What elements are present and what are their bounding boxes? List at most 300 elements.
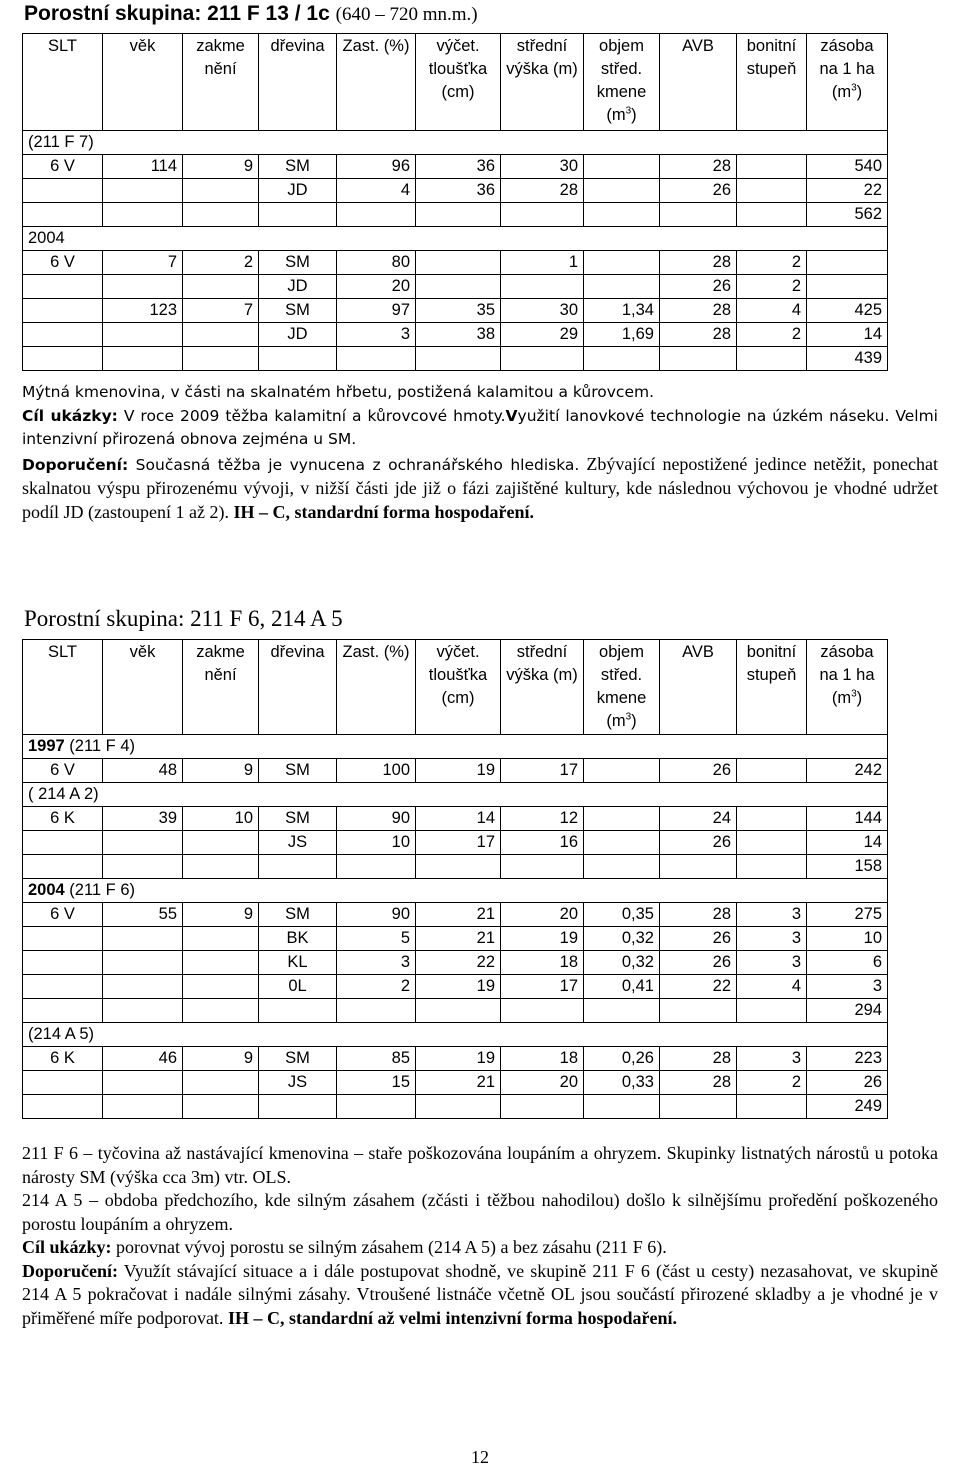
table-cell: SM — [259, 1047, 337, 1071]
section-label: 1997 (211 F 4) — [23, 735, 888, 759]
column-header: střední výška (m) — [501, 640, 584, 735]
table-cell: 9 — [183, 155, 259, 179]
table-cell: 223 — [807, 1047, 888, 1071]
table-cell — [103, 347, 183, 371]
section-label: (214 A 5) — [23, 1023, 888, 1047]
column-header: objem střed. kmene $(m^3)$ — [584, 34, 660, 131]
section-row — [23, 879, 888, 903]
table-cell: 4 — [337, 179, 416, 203]
table-cell: 17 — [501, 975, 584, 999]
table-cell — [501, 275, 584, 299]
table-cell: 35 — [416, 299, 501, 323]
table-cell — [416, 1095, 501, 1119]
stand-table-2 — [22, 639, 888, 1119]
table-cell — [584, 999, 660, 1023]
section2-goal — [22, 1236, 938, 1260]
table-cell: 22 — [416, 951, 501, 975]
table-row — [23, 347, 888, 371]
table-cell: 90 — [337, 903, 416, 927]
column-header: střední výška (m) — [501, 34, 584, 131]
section-row — [23, 783, 888, 807]
table-cell: 6 V — [23, 155, 103, 179]
table-cell: 1 — [501, 251, 584, 275]
section2-paragraph-1: 211 F 6 – tyčovina až nastávající kmenovina – staře poškozována loupáním a ohryzem. Skupinky listnatých nárostů u potoka nárosty SM (výška cca 3m) vtr. OLS. — [22, 1143, 938, 1187]
table-cell — [660, 999, 737, 1023]
table-cell: 0,32 — [584, 951, 660, 975]
table-cell: 26 — [660, 831, 737, 855]
table-cell: 19 — [416, 975, 501, 999]
section2-recommendation — [22, 1260, 938, 1331]
table-cell: 17 — [501, 759, 584, 783]
table-cell: SM — [259, 299, 337, 323]
table-cell — [23, 975, 103, 999]
table-cell: 14 — [807, 831, 888, 855]
table-cell — [501, 855, 584, 879]
table-cell — [337, 855, 416, 879]
table-row — [23, 951, 888, 975]
column-header: AVB — [660, 640, 737, 735]
table-cell — [737, 1095, 807, 1119]
table-cell — [23, 951, 103, 975]
column-header: výčet. tloušťka (cm) — [416, 34, 501, 131]
table-cell: 123 — [103, 299, 183, 323]
table-cell: 249 — [807, 1095, 888, 1119]
table-cell: 36 — [416, 155, 501, 179]
table-cell: 0,33 — [584, 1071, 660, 1095]
table-cell — [660, 1095, 737, 1119]
header-row — [23, 640, 888, 735]
table-cell — [103, 951, 183, 975]
table-cell: 242 — [807, 759, 888, 783]
table-cell — [501, 999, 584, 1023]
table-cell: 2 — [737, 323, 807, 347]
table-cell: 10 — [183, 807, 259, 831]
table-cell: 1,34 — [584, 299, 660, 323]
table-cell: 3 — [737, 1047, 807, 1071]
table-cell — [584, 347, 660, 371]
table-cell: 294 — [807, 999, 888, 1023]
section1-desc-text: Mýtná kmenovina, v části na skalnatém hřbetu, postižená kalamitou a kůrovcem. — [22, 383, 655, 401]
section2-goal-text: porovnat vývoj porostu se silným zásahem (214 A 5) a bez zásahu (211 F 6). — [111, 1237, 667, 1257]
page-number: 12 — [471, 1447, 489, 1467]
table-cell — [23, 179, 103, 203]
table-cell: 4 — [737, 975, 807, 999]
table-cell: 85 — [337, 1047, 416, 1071]
table-cell — [337, 203, 416, 227]
table-cell — [416, 203, 501, 227]
table-cell: 100 — [337, 759, 416, 783]
table-cell: 9 — [183, 759, 259, 783]
column-header: věk — [103, 640, 183, 735]
table-row — [23, 975, 888, 999]
column-header: zakme nění — [183, 640, 259, 735]
table-cell: 6 V — [23, 759, 103, 783]
table-cell: 14 — [807, 323, 888, 347]
table-cell: 158 — [807, 855, 888, 879]
table-cell: 28 — [660, 903, 737, 927]
table-cell: 28 — [501, 179, 584, 203]
section2-rec-label: Doporučení: — [22, 1260, 118, 1281]
table-cell — [103, 275, 183, 299]
table-cell — [103, 831, 183, 855]
table-cell: 5 — [337, 927, 416, 951]
section2-title: Porostní skupina: 211 F 6, 214 A 5 — [24, 606, 343, 631]
table-cell: 3 — [737, 927, 807, 951]
table-cell: 2 — [337, 975, 416, 999]
section2-text — [22, 1142, 938, 1330]
section1-title — [24, 2, 478, 26]
table-cell: 15 — [337, 1071, 416, 1095]
table-cell: 28 — [660, 299, 737, 323]
table-cell: 3 — [737, 903, 807, 927]
header-row — [23, 34, 888, 131]
table-cell: 0,35 — [584, 903, 660, 927]
table-cell: 96 — [337, 155, 416, 179]
table-cell — [737, 807, 807, 831]
section-label: 2004 (211 F 6) — [23, 879, 888, 903]
table-cell: 0L — [259, 975, 337, 999]
table-cell — [23, 927, 103, 951]
table-row — [23, 1047, 888, 1071]
table-cell: 1,69 — [584, 323, 660, 347]
table-cell — [103, 1095, 183, 1119]
table-row — [23, 831, 888, 855]
column-header: výčet. tloušťka (cm) — [416, 640, 501, 735]
table-cell — [584, 155, 660, 179]
table-cell — [23, 999, 103, 1023]
section1-rec-bold: IH – C, standardní forma hospodaření. — [233, 501, 534, 522]
table-cell — [584, 807, 660, 831]
table-cell: 3 — [807, 975, 888, 999]
table-cell — [416, 855, 501, 879]
table-cell: JD — [259, 323, 337, 347]
table-cell: 28 — [660, 1071, 737, 1095]
section1-rec-label: Doporučení: — [22, 455, 129, 474]
table-cell — [103, 203, 183, 227]
table-cell — [103, 1071, 183, 1095]
table-cell: 6 K — [23, 1047, 103, 1071]
table-cell: 0,41 — [584, 975, 660, 999]
table-cell — [416, 275, 501, 299]
table-cell — [183, 975, 259, 999]
section1-recommendation — [22, 453, 938, 525]
table-cell: 22 — [660, 975, 737, 999]
table-cell: 14 — [416, 807, 501, 831]
table-cell: 562 — [807, 203, 888, 227]
table-row — [23, 155, 888, 179]
table-cell: 2 — [737, 251, 807, 275]
section-row — [23, 131, 888, 155]
table-row — [23, 927, 888, 951]
table-cell: 28 — [660, 155, 737, 179]
table-cell: 26 — [660, 927, 737, 951]
table-cell: 3 — [737, 951, 807, 975]
table-cell — [584, 1095, 660, 1119]
table-cell: 20 — [501, 903, 584, 927]
column-header: SLT — [23, 640, 103, 735]
table-row — [23, 1095, 888, 1119]
table-cell — [259, 347, 337, 371]
table-cell: 30 — [501, 299, 584, 323]
column-header: dřevina — [259, 34, 337, 131]
table-cell: 48 — [103, 759, 183, 783]
table-cell: 80 — [337, 251, 416, 275]
table-cell: JD — [259, 179, 337, 203]
table-cell: 0,32 — [584, 927, 660, 951]
table-row — [23, 275, 888, 299]
table-cell — [737, 203, 807, 227]
table-cell — [737, 179, 807, 203]
column-header: bonitní stupeň — [737, 640, 807, 735]
table-cell — [337, 999, 416, 1023]
table-cell — [737, 155, 807, 179]
table-cell — [23, 855, 103, 879]
table-cell — [737, 855, 807, 879]
table-cell: 2 — [183, 251, 259, 275]
table-cell — [584, 275, 660, 299]
table-cell: SM — [259, 251, 337, 275]
table-cell: 20 — [501, 1071, 584, 1095]
section1-goal-bold: V — [505, 406, 518, 425]
table-cell: 439 — [807, 347, 888, 371]
table-cell: 3 — [337, 323, 416, 347]
table-cell: 7 — [103, 251, 183, 275]
table-cell — [584, 831, 660, 855]
table-cell: 9 — [183, 903, 259, 927]
table-cell: 275 — [807, 903, 888, 927]
section-label: 2004 — [23, 227, 888, 251]
section1-title-altitude: (640 – 720 mn.m.) — [335, 4, 478, 25]
table-cell: 26 — [660, 275, 737, 299]
table-cell — [584, 251, 660, 275]
table-cell — [183, 323, 259, 347]
table-cell — [23, 203, 103, 227]
table-cell: SM — [259, 807, 337, 831]
section1-text — [22, 381, 938, 524]
table-cell — [416, 251, 501, 275]
table-cell: 144 — [807, 807, 888, 831]
table-cell: BK — [259, 927, 337, 951]
table-cell — [23, 323, 103, 347]
column-header: Zast. (%) — [337, 34, 416, 131]
section1-goal-label: Cíl ukázky: — [22, 406, 118, 425]
section-label: ( 214 A 2) — [23, 783, 888, 807]
table-cell: 19 — [416, 1047, 501, 1071]
table-cell — [660, 855, 737, 879]
table-cell: JS — [259, 1071, 337, 1095]
table-cell — [259, 203, 337, 227]
table-cell — [501, 203, 584, 227]
section1-goal-text2: yužití lanovkové technologie na úzkém náseku. Velmi intenzivní přirozená obnova zejména u SM. — [22, 406, 938, 448]
table-cell — [416, 347, 501, 371]
table-cell: SM — [259, 759, 337, 783]
table-cell — [183, 855, 259, 879]
table-cell: 21 — [416, 927, 501, 951]
table-row — [23, 203, 888, 227]
table-cell — [23, 1095, 103, 1119]
section2-goal-label: Cíl ukázky: — [22, 1237, 112, 1257]
table-row — [23, 323, 888, 347]
column-header: zakme nění — [183, 34, 259, 131]
table-cell: 90 — [337, 807, 416, 831]
table-cell: 16 — [501, 831, 584, 855]
table-cell: 18 — [501, 951, 584, 975]
table-cell: 26 — [660, 179, 737, 203]
table-cell: 6 V — [23, 251, 103, 275]
section-row — [23, 227, 888, 251]
table-cell: 0,26 — [584, 1047, 660, 1071]
table-cell — [660, 347, 737, 371]
table-cell — [183, 203, 259, 227]
table-row — [23, 807, 888, 831]
table-cell: 114 — [103, 155, 183, 179]
table-cell: 26 — [660, 759, 737, 783]
section1-goal — [22, 405, 938, 452]
table-cell: 29 — [501, 323, 584, 347]
table-row — [23, 999, 888, 1023]
table-cell — [337, 1095, 416, 1119]
table-cell: 36 — [416, 179, 501, 203]
table-cell: 24 — [660, 807, 737, 831]
table-cell — [103, 975, 183, 999]
table-row — [23, 855, 888, 879]
table-cell — [23, 347, 103, 371]
table-cell: 6 V — [23, 903, 103, 927]
table-row — [23, 759, 888, 783]
column-header: dřevina — [259, 640, 337, 735]
table-cell: 6 — [807, 951, 888, 975]
table-cell — [807, 275, 888, 299]
table-cell: 28 — [660, 251, 737, 275]
table-cell — [660, 203, 737, 227]
column-header: bonitní stupeň — [737, 34, 807, 131]
table-cell — [183, 179, 259, 203]
table-cell: 97 — [337, 299, 416, 323]
table-row — [23, 251, 888, 275]
table-cell — [23, 275, 103, 299]
table-cell: JS — [259, 831, 337, 855]
table-cell — [23, 299, 103, 323]
table-cell: 10 — [807, 927, 888, 951]
table-cell — [501, 347, 584, 371]
table-cell — [501, 1095, 584, 1119]
section1-rec-text1: Současná těžba je vynucena z ochranářského hlediska. — [128, 455, 580, 474]
table-cell — [183, 1095, 259, 1119]
table-cell — [183, 831, 259, 855]
table-cell: 2 — [737, 1071, 807, 1095]
table-cell — [183, 1071, 259, 1095]
table-cell — [103, 323, 183, 347]
section1-goal-text: V roce 2009 těžba kalamitní a kůrovcové hmoty. — [117, 406, 506, 425]
table-cell — [103, 999, 183, 1023]
table-cell: JD — [259, 275, 337, 299]
column-header: zásoba na 1 ha $(m^3)$ — [807, 640, 888, 735]
table-cell: 21 — [416, 903, 501, 927]
table-cell: 26 — [660, 951, 737, 975]
table-cell: 55 — [103, 903, 183, 927]
table-cell: SM — [259, 903, 337, 927]
table-cell — [103, 927, 183, 951]
table-cell — [103, 179, 183, 203]
table-cell — [584, 855, 660, 879]
table-cell — [259, 855, 337, 879]
table-row — [23, 903, 888, 927]
table-cell: 18 — [501, 1047, 584, 1071]
table-cell: 19 — [501, 927, 584, 951]
table-cell — [23, 1071, 103, 1095]
table-cell — [584, 759, 660, 783]
section1-description — [22, 381, 938, 405]
section1-rec-text2: Zbývající nepostižené jedince netěžit, ponechat skalnatou výspu přirozenému vývoji, v nižší části jde již o fázi zajištěné kultury, kde následnou výchovou je vhodné udržet podíl JD (zastoupení 1 až 2). — [22, 453, 938, 522]
table-cell — [807, 251, 888, 275]
section1-title-main: Porostní skupina: 211 F 13 / 1c — [24, 2, 330, 25]
table-cell — [259, 1095, 337, 1119]
table-cell — [259, 999, 337, 1023]
table-cell: 425 — [807, 299, 888, 323]
section-row — [23, 1023, 888, 1047]
table-cell: 19 — [416, 759, 501, 783]
table-cell: 28 — [660, 323, 737, 347]
table-cell: 3 — [337, 951, 416, 975]
table-cell: 22 — [807, 179, 888, 203]
table-row — [23, 299, 888, 323]
table-cell: 12 — [501, 807, 584, 831]
table-cell — [183, 927, 259, 951]
table-cell: SM — [259, 155, 337, 179]
table-cell: 6 K — [23, 807, 103, 831]
table-cell: 38 — [416, 323, 501, 347]
table-row — [23, 179, 888, 203]
table-cell — [183, 951, 259, 975]
column-header: Zast. (%) — [337, 640, 416, 735]
section2-rec-bold: IH – C, standardní až velmi intenzivní forma hospodaření. — [227, 1307, 677, 1328]
table-cell: 28 — [660, 1047, 737, 1071]
section-label: (211 F 7) — [23, 131, 888, 155]
table-cell — [183, 275, 259, 299]
table-cell: 540 — [807, 155, 888, 179]
section2-rec-text: Využít stávající situace a i dále postupovat shodně, ve skupině 211 F 6 (část u cesty) nezasahovat, ve skupině 214 A 5 pokračovat i nadále silnými zásahy. Vtroušené listnáče včetně OL jsou součástí přirozené skladby a je vhodné je v přiměřené míře podporovat. — [22, 1260, 938, 1328]
column-header: SLT — [23, 34, 103, 131]
table-cell — [183, 999, 259, 1023]
table-cell: 10 — [337, 831, 416, 855]
table-cell: 20 — [337, 275, 416, 299]
table-cell: KL — [259, 951, 337, 975]
section2-paragraph-2: 214 A 5 – obdoba předchozího, kde silným zásahem (zčásti i těžbou nahodilou) došlo k silnějšímu proředění poškozeného porostu loupáním a ohryzem. — [22, 1190, 938, 1234]
table-cell: 4 — [737, 299, 807, 323]
table-cell: 26 — [807, 1071, 888, 1095]
table-cell — [737, 347, 807, 371]
table-cell: 9 — [183, 1047, 259, 1071]
table-cell — [737, 999, 807, 1023]
table-cell — [183, 347, 259, 371]
table-cell — [337, 347, 416, 371]
table-cell — [737, 759, 807, 783]
table-cell: 39 — [103, 807, 183, 831]
table-cell — [23, 831, 103, 855]
table-cell: 17 — [416, 831, 501, 855]
table-cell: 30 — [501, 155, 584, 179]
table-cell — [737, 831, 807, 855]
section-row — [23, 735, 888, 759]
column-header: objem střed. kmene $(m^3)$ — [584, 640, 660, 735]
table-cell: 2 — [737, 275, 807, 299]
table-cell — [416, 999, 501, 1023]
column-header: AVB — [660, 34, 737, 131]
table-cell: 46 — [103, 1047, 183, 1071]
table-cell — [584, 203, 660, 227]
stand-table-1 — [22, 33, 888, 371]
table-row — [23, 1071, 888, 1095]
